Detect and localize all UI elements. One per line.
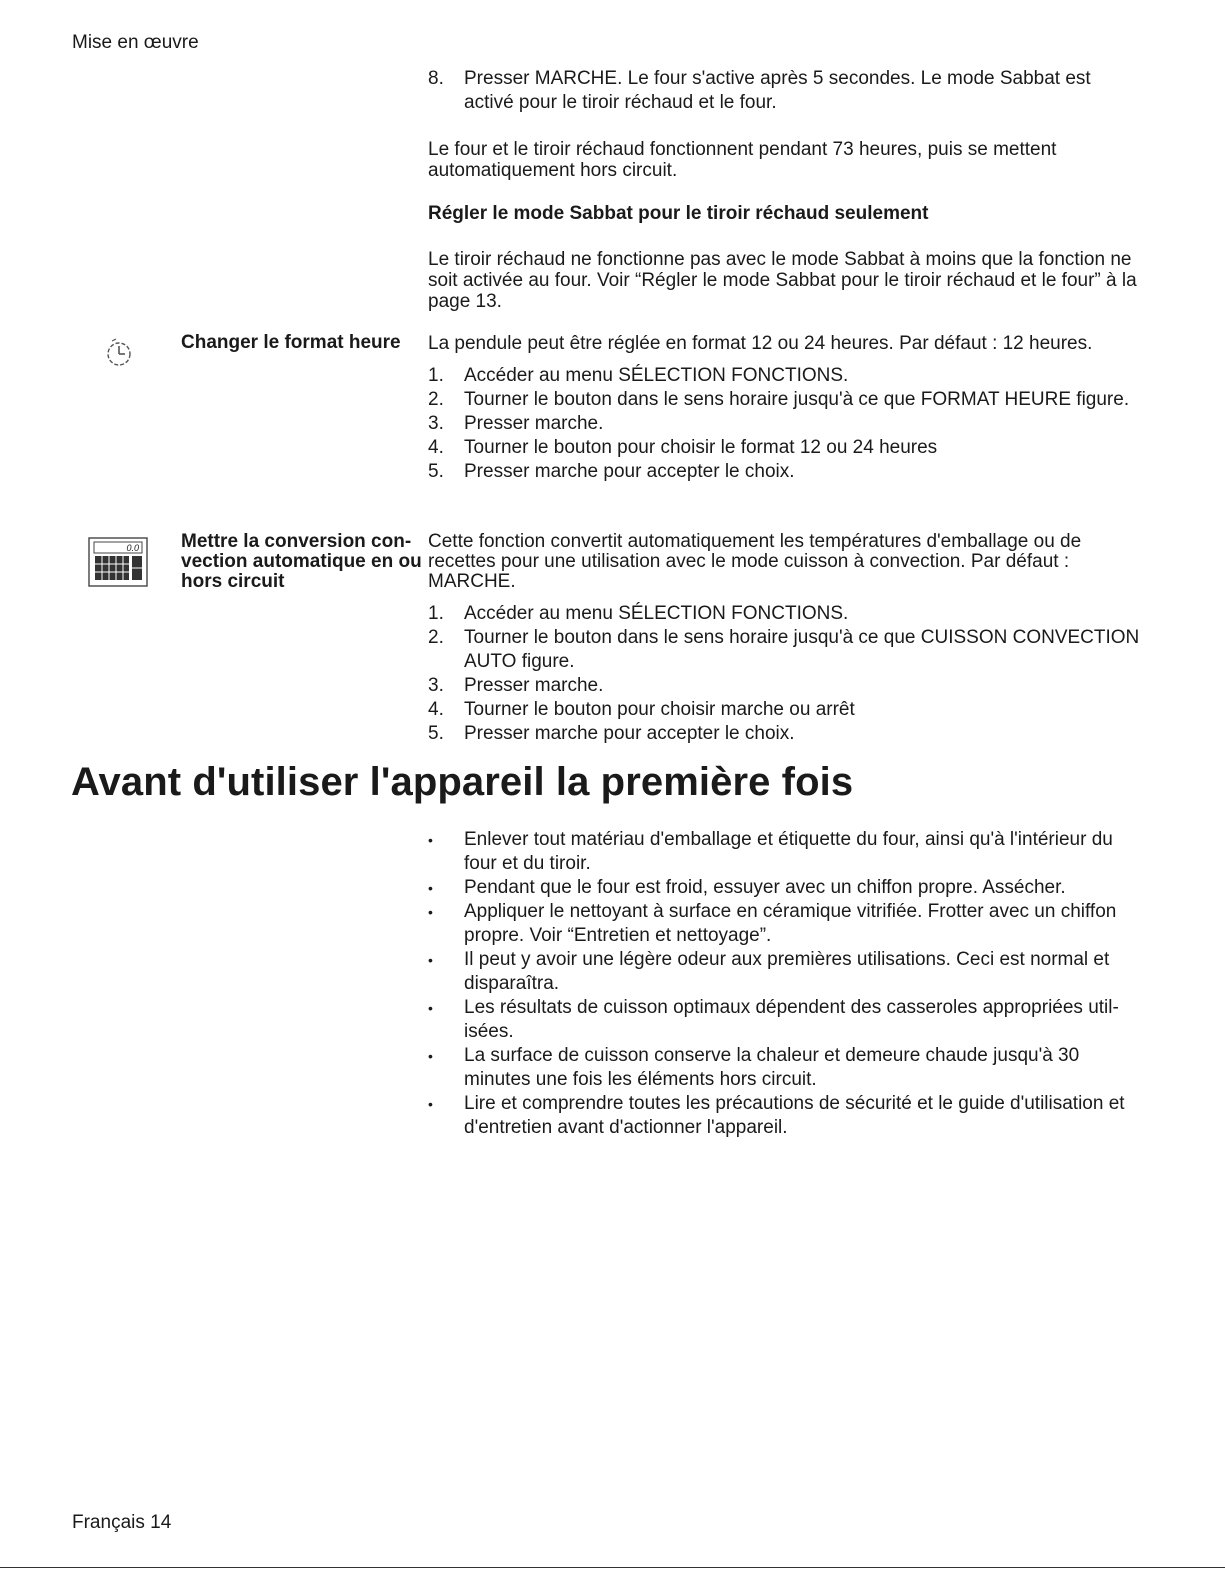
time-format-section <box>428 333 1143 484</box>
step-text: Presser marche. <box>464 413 604 434</box>
bullet-marker: • <box>428 904 433 920</box>
step-number: 4. <box>428 699 444 720</box>
step-number: 5. <box>428 723 444 744</box>
step-text: Accéder au menu SÉLECTION FONCTIONS. <box>464 365 849 386</box>
bullet-marker: • <box>428 1096 433 1112</box>
sabbat-drawer-paragraph: Le tiroir réchaud ne fonctionne pas avec le mode Sabbat à moins que la fonction ne soit activée au four. Voir “Régler le mode Sabbat pour le tiroir réchaud et le four” à la page 13. <box>428 249 1137 312</box>
keypad-display-icon <box>88 537 148 592</box>
list-item <box>428 602 1143 626</box>
step-text: Presser marche. <box>464 675 604 696</box>
step-text: Tourner le bouton dans le sens horaire jusqu'à ce que FORMAT HEURE figure. <box>464 389 1130 410</box>
display-readout: 0.0 <box>126 543 139 553</box>
bullet-marker: • <box>428 952 433 968</box>
bullet-marker: • <box>428 880 433 896</box>
bullet-text: La surface de cuisson conserve la chaleur et demeure chaude jusqu'à 30 minutes une fois les éléments hors circuit. <box>464 1045 1080 1090</box>
bullet-text: Lire et comprendre toutes les précautions de sécurité et le guide d'utilisation et d'entretien avant d'actionner l'appareil. <box>464 1093 1125 1138</box>
list-item <box>428 460 1143 484</box>
bullet-marker: • <box>428 1000 433 1016</box>
list-item <box>428 722 1143 746</box>
convection-intro: Cette fonction convertit automatiquement les températures d'emballage ou de recettes pour une utilisation avec le mode cuisson à convection. Par défaut : MARCHE. <box>428 531 1082 592</box>
first-use-bullet-list <box>428 828 1143 1140</box>
list-item <box>428 412 1143 436</box>
page-bottom-rule <box>0 1567 1225 1568</box>
step-number: 8. <box>428 68 444 89</box>
list-item <box>428 900 1143 948</box>
sabbat-subheading: Régler le mode Sabbat pour le tiroir réchaud seulement <box>428 203 929 224</box>
list-item <box>428 436 1143 460</box>
step-number: 5. <box>428 461 444 482</box>
section-header: Mise en œuvre <box>72 32 199 53</box>
step-text: Presser MARCHE. Le four s'active après 5 secondes. Le mode Sabbat est activé pour le tiroir réchaud et le four. <box>464 68 1091 113</box>
bullet-text: Pendant que le four est froid, essuyer avec un chiffon propre. Assécher. <box>464 877 1066 898</box>
list-item <box>428 948 1143 996</box>
sabbat-step-list <box>428 67 1143 115</box>
list-item <box>428 1044 1143 1092</box>
sabbat-section <box>428 67 1143 312</box>
list-item <box>428 1092 1143 1140</box>
time-format-step-list <box>428 364 1143 484</box>
step-text: Presser marche pour accepter le choix. <box>464 723 795 744</box>
first-use-heading: Avant d'utiliser l'appareil la première fois <box>71 760 854 804</box>
list-item <box>428 67 1143 115</box>
convection-label: Mettre la conversion convection automatique en ou hors circuit <box>181 531 422 592</box>
time-format-label: Changer le format heure <box>181 332 401 353</box>
step-number: 1. <box>428 603 444 624</box>
step-number: 3. <box>428 675 444 696</box>
page-footer: Français 14 <box>72 1512 172 1533</box>
sabbat-duration-paragraph: Le four et le tiroir réchaud fonctionnent pendant 73 heures, puis se mettent automatiquement hors circuit. <box>428 139 1057 181</box>
first-use-section <box>428 828 1143 1140</box>
convection-step-list <box>428 602 1143 746</box>
clock-icon <box>104 337 134 374</box>
step-text: Tourner le bouton pour choisir le format 12 ou 24 heures <box>464 437 938 458</box>
list-item <box>428 364 1143 388</box>
step-number: 1. <box>428 365 444 386</box>
list-item <box>428 996 1143 1044</box>
step-text: Presser marche pour accepter le choix. <box>464 461 795 482</box>
list-item <box>428 876 1143 900</box>
convection-section <box>428 532 1143 746</box>
time-format-intro: La pendule peut être réglée en format 12 ou 24 heures. Par défaut : 12 heures. <box>428 333 1093 354</box>
step-number: 2. <box>428 389 444 410</box>
bullet-marker: • <box>428 1048 433 1064</box>
step-text: Tourner le bouton pour choisir marche ou arrêt <box>464 699 855 720</box>
step-number: 3. <box>428 413 444 434</box>
bullet-text: Enlever tout matériau d'emballage et étiquette du four, ainsi qu'à l'intérieur du four et du tiroir. <box>464 829 1113 874</box>
step-number: 2. <box>428 627 444 648</box>
list-item <box>428 828 1143 876</box>
list-item <box>428 674 1143 698</box>
bullet-text: Les résultats de cuisson optimaux dépendent des casseroles appropriées utilisées. <box>464 997 1119 1042</box>
bullet-text: Appliquer le nettoyant à surface en céramique vitrifiée. Frotter avec un chiffon propre. Voir “Entretien et nettoyage”. <box>464 901 1117 946</box>
step-text: Tourner le bouton dans le sens horaire jusqu'à ce que CUISSON CONVECTION AUTO figure. <box>464 627 1140 672</box>
bullet-text: Il peut y avoir une légère odeur aux premières utilisations. Ceci est normal et disparaîtra. <box>464 949 1110 994</box>
list-item <box>428 626 1143 674</box>
list-item <box>428 388 1143 412</box>
bullet-marker: • <box>428 832 433 848</box>
step-number: 4. <box>428 437 444 458</box>
list-item <box>428 698 1143 722</box>
step-text: Accéder au menu SÉLECTION FONCTIONS. <box>464 603 849 624</box>
